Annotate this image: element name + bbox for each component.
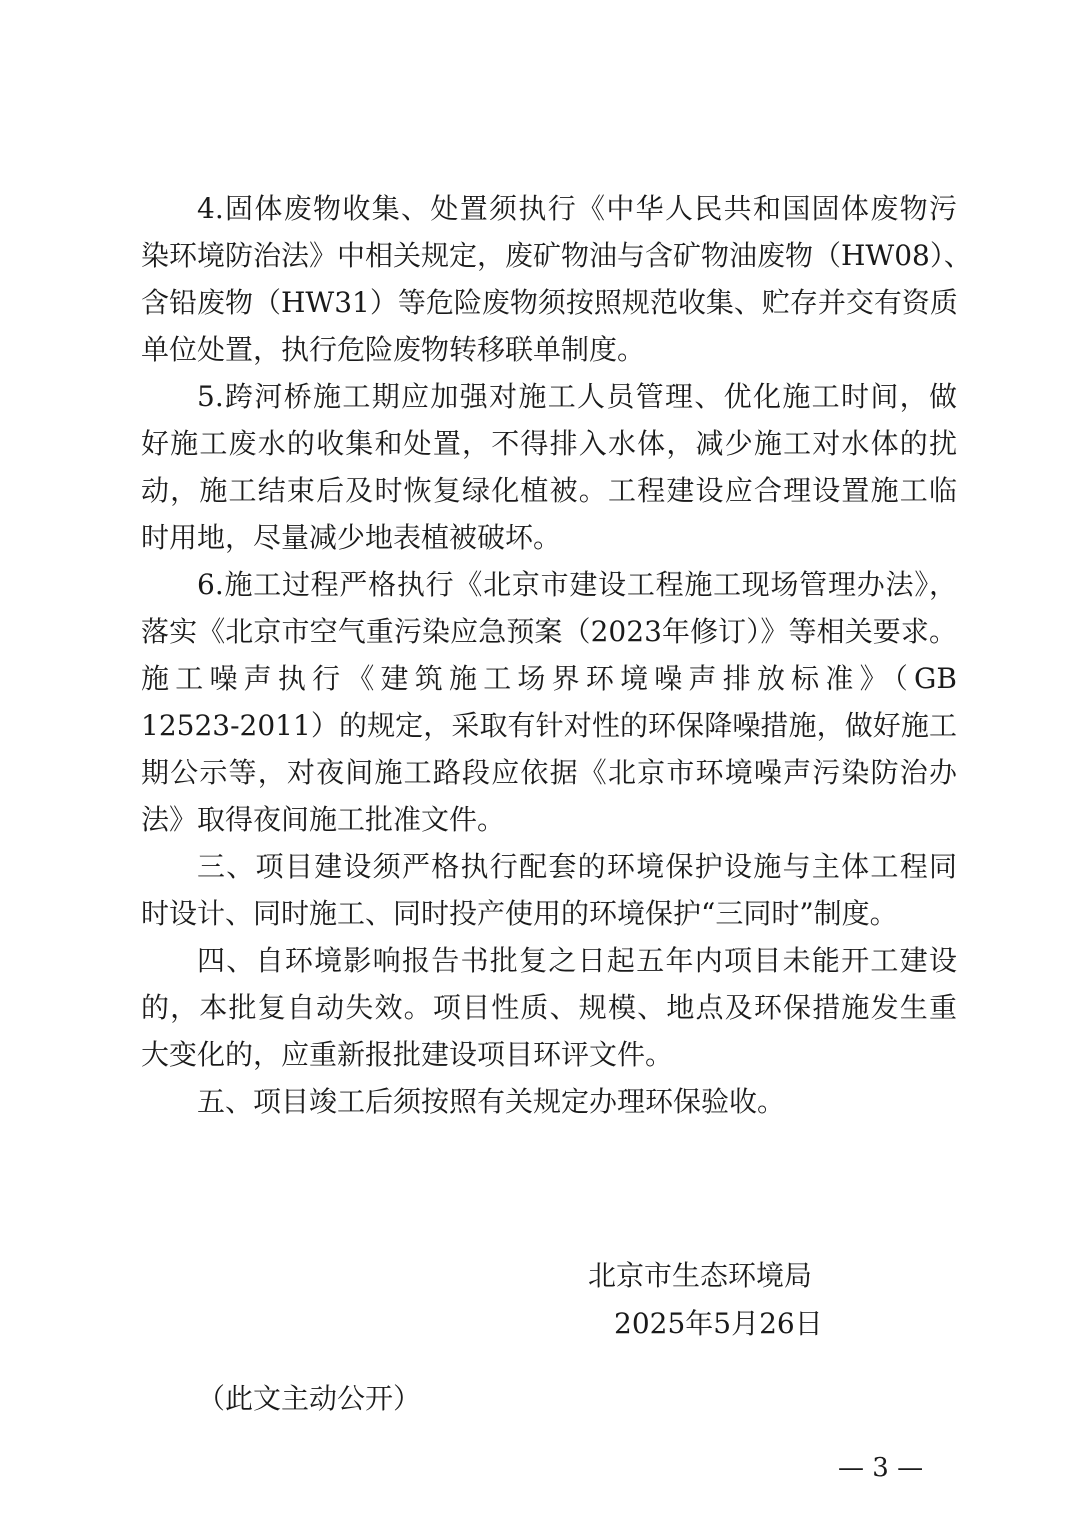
section-5-line-1: 五、项目竣工后须按照有关规定办理环保验收。 — [197, 1085, 786, 1118]
section-4-line-1: 四、自环境影响报告书批复之日起五年内项目未能开工建设 — [197, 944, 957, 977]
paragraph-4-line-2: 染环境防治法》中相关规定，废矿物油与含矿物油废物（HW08）、 — [141, 239, 972, 272]
disclosure-note: （此文主动公开） — [197, 1382, 422, 1415]
paragraph-6-line-5: 期公示等，对夜间施工路段应依据《北京市环境噪声污染防治办 — [141, 756, 957, 789]
section-3-line-1: 三、项目建设须严格执行配套的环境保护设施与主体工程同 — [197, 850, 957, 883]
paragraph-4-line-3: 含铅废物（HW31）等危险废物须按照规范收集、贮存并交有资质 — [141, 286, 958, 319]
paragraph-6-line-4: 12523-2011）的规定，采取有针对性的环保降噪措施，做好施工 — [141, 709, 957, 742]
section-4-line-3: 大变化的，应重新报批建设项目环评文件。 — [141, 1038, 674, 1071]
paragraph-5-line-2: 好施工废水的收集和处置，不得排入水体，减少施工对水体的扰 — [141, 427, 957, 460]
issue-date: 2025年5月26日 — [614, 1307, 823, 1340]
paragraph-6-line-3: 施工噪声执行《建筑施工场界环境噪声排放标准》（GB — [141, 662, 957, 695]
paragraph-5-line-1: 5.跨河桥施工期应加强对施工人员管理、优化施工时间，做 — [197, 380, 957, 413]
section-4-line-2: 的，本批复自动失效。项目性质、规模、地点及环保措施发生重 — [141, 991, 957, 1024]
paragraph-5-line-4: 时用地，尽量减少地表植被破坏。 — [141, 521, 562, 554]
paragraph-6-line-6: 法》取得夜间施工批准文件。 — [141, 803, 506, 836]
paragraph-4-line-4: 单位处置，执行危险废物转移联单制度。 — [141, 333, 646, 366]
paragraph-4-line-1: 4.固体废物收集、处置须执行《中华人民共和国固体废物污 — [197, 192, 957, 225]
paragraph-6-line-1: 6.施工过程严格执行《北京市建设工程施工现场管理办法》， — [197, 568, 957, 601]
paragraph-5-line-3: 动，施工结束后及时恢复绿化植被。工程建设应合理设置施工临 — [141, 474, 957, 507]
issuer-name: 北京市生态环境局 — [588, 1259, 813, 1292]
page-number: — 3 — — [838, 1453, 924, 1483]
section-3-line-2: 时设计、同时施工、同时投产使用的环境保护“三同时”制度。 — [141, 897, 898, 930]
paragraph-6-line-2: 落实《北京市空气重污染应急预案（2023年修订）》等相关要求。 — [141, 615, 957, 648]
